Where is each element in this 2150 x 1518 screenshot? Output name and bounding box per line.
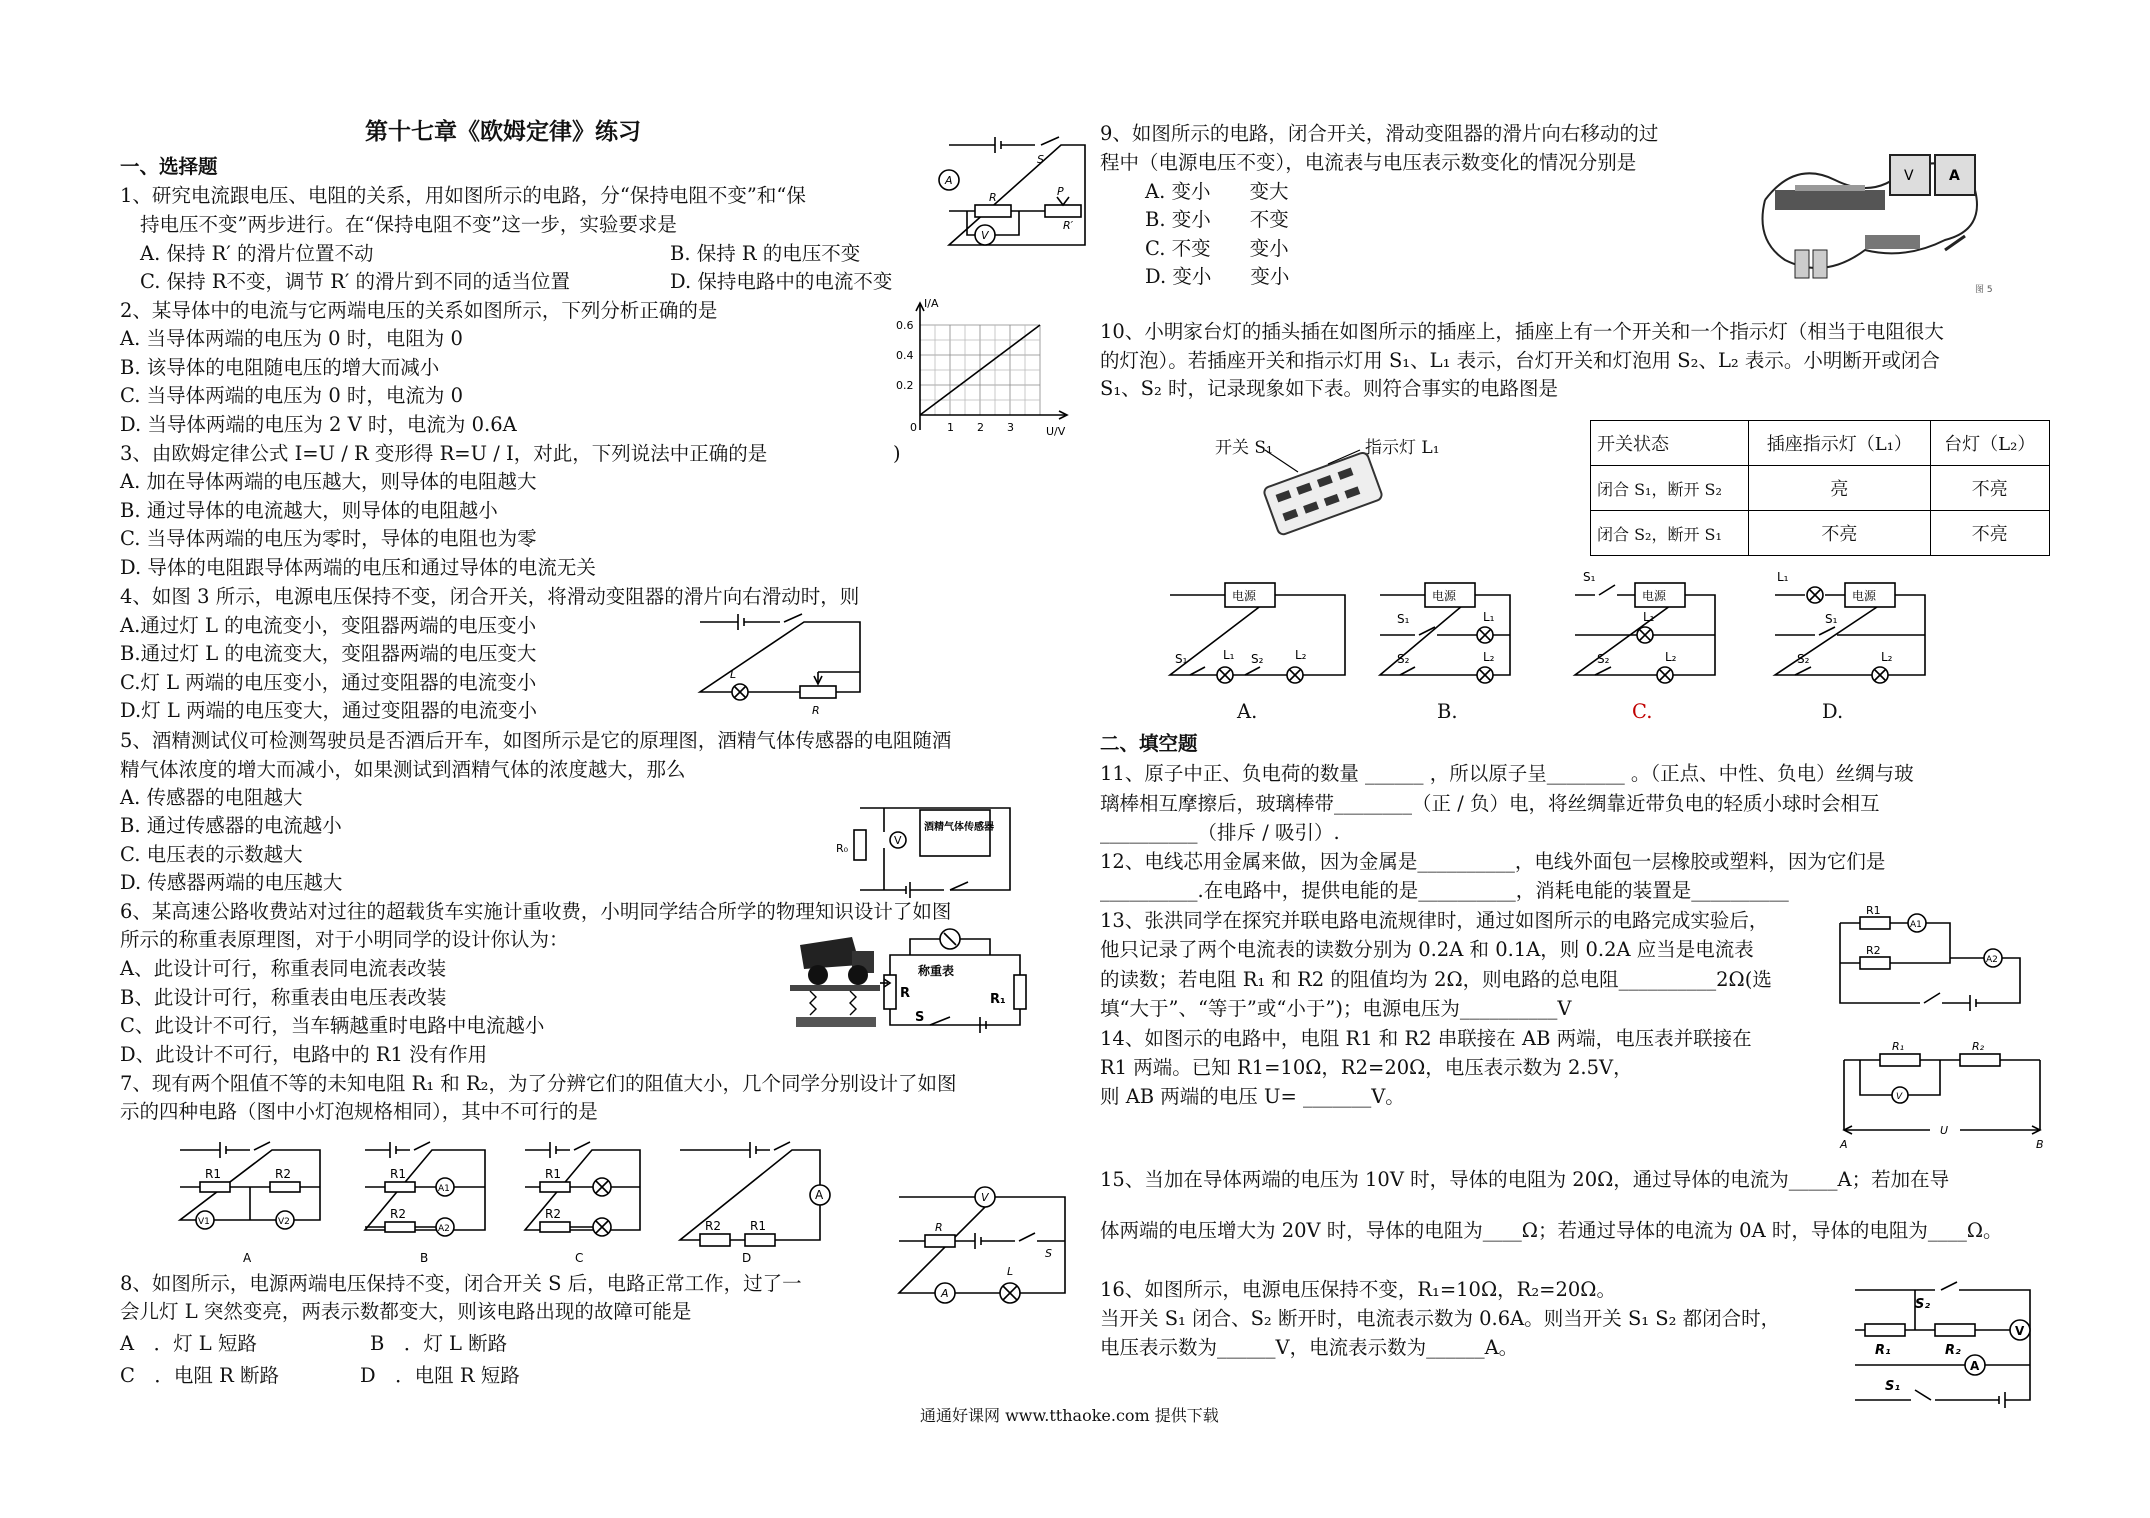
q1-option-d: D. 保持电路中的电流不变 bbox=[670, 270, 893, 293]
q10-power-label: 电源 bbox=[1852, 589, 1877, 603]
table-row bbox=[1591, 421, 2050, 466]
q7-label-c: C bbox=[575, 1251, 584, 1265]
q5-label-r0: R₀ bbox=[836, 842, 849, 855]
q11-line1: 11、原子中正、负电荷的数量 ______ ，所以原子呈________ 。（正点、中性、负电）丝绸与玻 bbox=[1100, 762, 1914, 785]
q13-line1: 13、张洪同学在探究并联电路电流规律时，通过如图所示的电路完成实验后， bbox=[1100, 909, 1769, 932]
q4-option-c: C.灯 L 两端的电压变小，通过变阻器的电流变小 bbox=[120, 671, 537, 694]
svg-text:S: S bbox=[1045, 1247, 1052, 1260]
svg-text:V: V bbox=[2015, 1324, 2025, 1338]
q15-line1: 15、当加在导体两端的电压为 10V 时，导体的电阻为 20Ω，通过导体的电流为_____A；若加在导 bbox=[1100, 1168, 1950, 1191]
table-cell: 闭合 S₁，断开 S₂ bbox=[1591, 466, 1749, 511]
svg-text:S₂: S₂ bbox=[1797, 652, 1810, 666]
q14-label-r2: R₂ bbox=[1972, 1040, 1985, 1053]
q5-stem-line2: 精气体浓度的增大而减小，如果测试到酒精气体的浓度越大，那么 bbox=[120, 758, 686, 781]
q8-stem-line2: 会儿灯 L 突然变亮，两表示数都变大，则该电路出现的故障可能是 bbox=[120, 1300, 692, 1323]
footer-source: 通通好课网 www.tthaoke.com 提供下载 bbox=[920, 1406, 1219, 1425]
q10-power-label: 电源 bbox=[1642, 589, 1667, 603]
q4-option-a: A.通过灯 L 的电流变小，变阻器两端的电压变小 bbox=[120, 614, 537, 637]
svg-text:R: R bbox=[935, 1221, 943, 1234]
q8-circuit-figure bbox=[895, 1185, 1075, 1304]
svg-text:L₂: L₂ bbox=[1295, 648, 1307, 662]
q2-graph-xlabel: U/V bbox=[1046, 425, 1066, 438]
q7-circuits-figure bbox=[170, 1140, 890, 1274]
svg-text:L₁: L₁ bbox=[1643, 610, 1655, 624]
q10-stem-line3: S₁、S₂ 时，记录现象如下表。则符合事实的电路图是 bbox=[1100, 377, 1559, 400]
svg-text:L₂: L₂ bbox=[1881, 650, 1893, 664]
q6-label-meter: 称重表 bbox=[918, 964, 955, 978]
q1-circuit-figure bbox=[935, 135, 1095, 259]
q15-line2: 体两端的电压增大为 20V 时，导体的电阻为____Ω；若通过导体的电流为 0A 时，导体的电阻为____Ω。 bbox=[1100, 1219, 2003, 1242]
q10-label-switch: 开关 S₁ bbox=[1215, 438, 1273, 458]
svg-text:R1: R1 bbox=[1866, 904, 1881, 917]
table-cell: 不亮 bbox=[1930, 466, 2049, 511]
table-cell: 不亮 bbox=[1930, 511, 2049, 556]
q6-stem-line1: 6、某高速公路收费站对过往的超载货车实施计重收费，小明同学结合所学的物理知识设计了如图 bbox=[120, 900, 952, 923]
svg-text:S₁: S₁ bbox=[1825, 612, 1838, 626]
svg-text:A: A bbox=[1949, 168, 1960, 184]
q16-circuit-figure bbox=[1845, 1280, 2045, 1419]
q6-stem-line2: 所示的称重表原理图，对于小明同学的设计你认为： bbox=[120, 928, 569, 951]
q3-option-d: D. 导体的电阻跟导体两端的电压和通过导体的电流无关 bbox=[120, 556, 596, 579]
q9-option-c: C. 不变 变小 bbox=[1145, 237, 1289, 260]
q13-line3: 的读数；若电阻 R₁ 和 R2 的阻值均为 2Ω，则电路的总电阻__________2Ω(选 bbox=[1100, 968, 1772, 991]
q14-label-u: U bbox=[1940, 1124, 1949, 1137]
q14-label-a: A bbox=[1840, 1138, 1848, 1151]
q1-option-a: A. 保持 R′ 的滑片位置不动 bbox=[140, 242, 374, 265]
q10-option-d: D. bbox=[1822, 700, 1844, 723]
q9-stem-line1: 9、如图所示的电路，闭合开关，滑动变阻器的滑片向右移动的过 bbox=[1100, 122, 1659, 145]
svg-text:R′: R′ bbox=[1063, 219, 1074, 232]
page-title: 第十七章《欧姆定律》练习 bbox=[365, 118, 641, 145]
svg-text:S₁: S₁ bbox=[1175, 652, 1188, 666]
q2-option-a: A. 当导体两端的电压为 0 时，电阻为 0 bbox=[120, 327, 463, 350]
svg-text:S₁: S₁ bbox=[1397, 612, 1410, 626]
q14-label-r1: R₁ bbox=[1892, 1040, 1905, 1053]
q10-option-b: B. bbox=[1437, 700, 1458, 723]
svg-text:R2: R2 bbox=[275, 1167, 291, 1181]
q1-option-b: B. 保持 R 的电压不变 bbox=[670, 242, 861, 265]
table-row bbox=[1591, 511, 2050, 556]
q2-stem: 2、某导体中的电流与它两端电压的关系如图所示，下列分析正确的是 bbox=[120, 299, 718, 322]
q9-option-b: B. 变小 不变 bbox=[1145, 208, 1289, 231]
svg-text:R: R bbox=[989, 191, 997, 204]
q8-option-b: B ．灯 L 断路 bbox=[370, 1332, 508, 1355]
q6-option-d: D、此设计不可行，电路中的 R1 没有作用 bbox=[120, 1043, 488, 1066]
q11-line3: __________（排斥 / 吸引）. bbox=[1100, 821, 1340, 844]
q14-circuit-figure bbox=[1840, 1040, 2050, 1159]
svg-text:R2: R2 bbox=[390, 1207, 406, 1221]
q2-option-c: C. 当导体两端的电压为 0 时，电流为 0 bbox=[120, 384, 464, 407]
svg-text:R: R bbox=[812, 704, 820, 717]
q2-option-b: B. 该导体的电阻随电压的增大而减小 bbox=[120, 356, 440, 379]
svg-text:V: V bbox=[1904, 168, 1914, 184]
q10-options-circuits bbox=[1165, 555, 2005, 689]
svg-text:R₂: R₂ bbox=[1945, 1343, 1961, 1358]
svg-text:L₁: L₁ bbox=[1223, 648, 1235, 662]
q13-line4: 填“大于”、“等于”或“小于”)；电源电压为__________V bbox=[1100, 997, 1572, 1020]
q10-switch-table bbox=[1590, 420, 2050, 556]
q6-option-b: B、此设计可行，称重表由电压表改装 bbox=[120, 986, 447, 1009]
q2-graph-ylabel: I/A bbox=[924, 297, 939, 310]
svg-text:R1: R1 bbox=[390, 1167, 406, 1181]
table-row bbox=[1591, 466, 2050, 511]
q14-line2: R1 两端。已知 R1=10Ω，R2=20Ω，电压表示数为 2.5V， bbox=[1100, 1056, 1633, 1079]
svg-text:A: A bbox=[1970, 1359, 1980, 1373]
svg-text:S₂: S₂ bbox=[1915, 1297, 1931, 1312]
svg-text:S₂: S₂ bbox=[1251, 652, 1264, 666]
svg-text:L₁: L₁ bbox=[1777, 570, 1789, 584]
section-fill-title: 二、填空题 bbox=[1100, 732, 1198, 755]
svg-text:A: A bbox=[815, 1188, 824, 1202]
q3-option-a: A. 加在导体两端的电压越大，则导体的电阻越大 bbox=[120, 470, 537, 493]
svg-text:R2: R2 bbox=[545, 1207, 561, 1221]
svg-text:L₁: L₁ bbox=[1483, 610, 1495, 624]
q9-stem-line2: 程中（电源电压不变），电流表与电压表示数变化的情况分别是 bbox=[1100, 151, 1637, 174]
q6-label-r: R bbox=[900, 986, 911, 1001]
svg-text:L₂: L₂ bbox=[1665, 650, 1677, 664]
svg-text:A: A bbox=[945, 174, 953, 187]
q10-power-label: 电源 bbox=[1432, 589, 1457, 603]
svg-text:V2: V2 bbox=[278, 1217, 290, 1227]
q8-option-d: D ．电阻 R 短路 bbox=[360, 1364, 520, 1387]
svg-text:V: V bbox=[894, 834, 902, 847]
svg-text:L: L bbox=[1007, 1265, 1014, 1278]
q14-line1: 14、如图示的电路中，电阻 R1 和 R2 串联接在 AB 两端，电压表并联接在 bbox=[1100, 1027, 1752, 1050]
svg-text:V: V bbox=[1896, 1092, 1903, 1102]
svg-text:S₁: S₁ bbox=[1583, 570, 1596, 584]
q6-label-r1: R₁ bbox=[990, 992, 1006, 1007]
q2-graph-xtick: 0 bbox=[910, 421, 917, 434]
q5-label-sensor: 酒精气体传感器 bbox=[924, 822, 994, 833]
svg-text:S₁: S₁ bbox=[1885, 1379, 1901, 1394]
svg-text:S: S bbox=[1037, 153, 1044, 166]
svg-text:R1: R1 bbox=[750, 1219, 766, 1233]
q4-stem: 4、如图 3 所示，电源电压保持不变，闭合开关，将滑动变阻器的滑片向右滑动时，则 bbox=[120, 585, 860, 608]
q14-label-b: B bbox=[2036, 1138, 2044, 1151]
table-header-cell: 开关状态 bbox=[1591, 421, 1749, 466]
svg-text:A1: A1 bbox=[1910, 920, 1922, 930]
q4-circuit-figure bbox=[690, 612, 870, 717]
table-cell: 不亮 bbox=[1749, 511, 1930, 556]
q6-label-s: S bbox=[915, 1010, 925, 1025]
q4-option-b: B.通过灯 L 的电流变大，变阻器两端的电压变大 bbox=[120, 642, 537, 665]
q9-option-a: A. 变小 变大 bbox=[1145, 180, 1289, 203]
q5-circuit-figure bbox=[836, 800, 1020, 904]
q8-option-c: C ．电阻 R 断路 bbox=[120, 1364, 279, 1387]
q5-option-a: A. 传感器的电阻越大 bbox=[120, 786, 303, 809]
table-header-cell: 台灯（L₂） bbox=[1930, 421, 2049, 466]
q9-apparatus-figure bbox=[1755, 140, 1995, 304]
q2-graph-ytick: 0.2 bbox=[896, 379, 914, 392]
svg-text:A2: A2 bbox=[1986, 955, 1998, 965]
q14-line3: 则 AB 两端的电压 U= _______V。 bbox=[1100, 1085, 1405, 1108]
q7-stem-line2: 示的四种电路（图中小灯泡规格相同），其中不可行的是 bbox=[120, 1100, 598, 1123]
svg-text:R1: R1 bbox=[545, 1167, 561, 1181]
q12-line1: 12、电线芯用金属来做，因为金属是__________，电线外面包一层橡胶或塑料，因为它们是 bbox=[1100, 850, 1886, 873]
table-cell: 亮 bbox=[1749, 466, 1930, 511]
svg-text:V: V bbox=[981, 1191, 989, 1204]
q6-option-a: A、此设计可行，称重表同电流表改装 bbox=[120, 957, 447, 980]
q3-option-b: B. 通过导体的电流越大，则导体的电阻越小 bbox=[120, 499, 498, 522]
q1-stem-line1: 1、研究电流跟电压、电阻的关系，用如图所示的电路，分“保持电阻不变”和“保 bbox=[120, 184, 806, 207]
svg-text:L: L bbox=[730, 668, 737, 681]
svg-text:A2: A2 bbox=[438, 1224, 450, 1234]
q11-line2: 璃棒相互摩擦后，玻璃棒带________（正 / 负）电，将丝绸靠近带负电的轻质小球时会相互 bbox=[1100, 792, 1880, 815]
q2-graph-xtick: 3 bbox=[1007, 421, 1014, 434]
q7-stem-line1: 7、现有两个阻值不等的未知电阻 R₁ 和 R₂，为了分辨它们的阻值大小，几个同学分别设计了如图 bbox=[120, 1072, 957, 1095]
q7-label-d: D bbox=[742, 1251, 752, 1265]
q1-option-c: C. 保持 R不变，调节 R′ 的滑片到不同的适当位置 bbox=[140, 270, 571, 293]
q16-line3: 电压表示数为______V，电流表示数为______A。 bbox=[1100, 1336, 1519, 1359]
section-choice-title: 一、选择题 bbox=[120, 155, 218, 178]
q5-stem-line1: 5、酒精测试仪可检测驾驶员是否酒后开车，如图所示是它的原理图，酒精气体传感器的电阻随酒 bbox=[120, 729, 952, 752]
q9-option-d: D. 变小 变小 bbox=[1145, 265, 1290, 288]
q13-line2: 他只记录了两个电流表的读数分别为 0.2A 和 0.1A，则 0.2A 应当是电流表 bbox=[1100, 938, 1754, 961]
q16-line2: 当开关 S₁ 闭合、S₂ 断开时，电流表示数为 0.6A。则当开关 S₁ S₂ 都闭合时， bbox=[1100, 1307, 1781, 1330]
svg-text:R2: R2 bbox=[705, 1219, 721, 1233]
q13-circuit-figure bbox=[1830, 904, 2030, 1022]
q2-graph-ytick: 0.6 bbox=[896, 319, 914, 332]
q8-option-a: A ．灯 L 短路 bbox=[120, 1332, 257, 1355]
svg-text:S₂: S₂ bbox=[1597, 652, 1610, 666]
svg-text:P: P bbox=[1057, 185, 1064, 198]
q10-stem-line1: 10、小明家台灯的插头插在如图所示的插座上，插座上有一个开关和一个指示灯（相当于电阻很大 bbox=[1100, 320, 1944, 343]
q4-option-d: D.灯 L 两端的电压变大，通过变阻器的电流变小 bbox=[120, 699, 537, 722]
truck-image bbox=[790, 937, 880, 1027]
svg-text:R₁: R₁ bbox=[1875, 1343, 1891, 1358]
q10-stem-line2: 的灯泡）。若插座开关和指示灯用 S₁、L₁ 表示，台灯开关和灯泡用 S₂、L₂ 表示。小明断开或闭合 bbox=[1100, 349, 1940, 372]
svg-text:A1: A1 bbox=[438, 1184, 450, 1194]
q3-option-c: C. 当导体两端的电压为零时，导体的电阻也为零 bbox=[120, 527, 537, 550]
q2-graph-ytick: 0.4 bbox=[896, 349, 914, 362]
svg-text:V: V bbox=[981, 229, 989, 242]
table-cell: 闭合 S₂，断开 S₁ bbox=[1591, 511, 1749, 556]
q2-graph-xtick: 1 bbox=[947, 421, 954, 434]
q10-option-a: A. bbox=[1237, 700, 1258, 723]
q2-graph-xtick: 2 bbox=[977, 421, 984, 434]
q7-label-a: A bbox=[243, 1251, 252, 1265]
q9-figure-caption: 图 5 bbox=[1975, 285, 1993, 295]
q10-option-c: C. bbox=[1632, 700, 1653, 723]
q16-line1: 16、如图所示，电源电压保持不变，R₁=10Ω，R₂=20Ω。 bbox=[1100, 1278, 1616, 1301]
svg-text:S₂: S₂ bbox=[1397, 652, 1410, 666]
svg-text:L₂: L₂ bbox=[1483, 650, 1495, 664]
q6-option-c: C、此设计不可行，当车辆越重时电路中电流越小 bbox=[120, 1014, 545, 1037]
q1-stem-line2: 持电压不变”两步进行。在“保持电阻不变”这一步，实验要求是 bbox=[140, 213, 677, 236]
q2-option-d: D. 当导体两端的电压为 2 V 时，电流为 0.6A bbox=[120, 413, 517, 436]
q6-truck-scale-figure bbox=[790, 925, 1030, 1044]
q10-power-label: 电源 bbox=[1232, 589, 1257, 603]
q12-line2: __________.在电路中，提供电能的是__________，消耗电能的装置是__________ bbox=[1100, 879, 1789, 902]
q3-answer-paren: ) bbox=[893, 442, 901, 465]
table-header-cell: 插座指示灯（L₁） bbox=[1749, 421, 1930, 466]
q8-stem-line1: 8、如图所示，电源两端电压保持不变，闭合开关 S 后，电路正常工作，过了一 bbox=[120, 1272, 802, 1295]
q10-label-lamp: 指示灯 L₁ bbox=[1365, 438, 1440, 458]
svg-text:R2: R2 bbox=[1866, 944, 1881, 957]
q2-iu-graph bbox=[880, 295, 1080, 449]
q3-stem: 3、由欧姆定律公式 I=U / R 变形得 R=U / I，对此，下列说法中正确的是 bbox=[120, 442, 768, 465]
q5-option-d: D. 传感器两端的电压越大 bbox=[120, 871, 343, 894]
q5-option-c: C. 电压表的示数越大 bbox=[120, 843, 303, 866]
svg-text:V1: V1 bbox=[198, 1217, 210, 1227]
svg-text:A: A bbox=[941, 1287, 949, 1300]
q7-label-b: B bbox=[420, 1251, 429, 1265]
svg-text:R1: R1 bbox=[205, 1167, 221, 1181]
q5-option-b: B. 通过传感器的电流越小 bbox=[120, 814, 342, 837]
